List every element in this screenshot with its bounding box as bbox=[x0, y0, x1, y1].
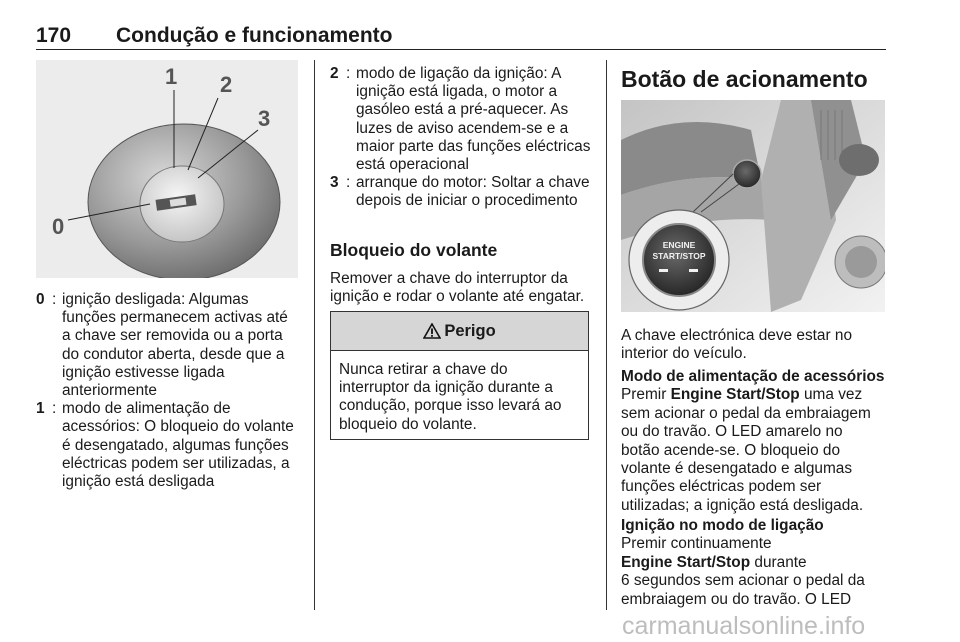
header-title: Condução e funcionamento bbox=[116, 24, 393, 47]
position-text: arranque do motor: Soltar a chave depois de iniciar o procedimento bbox=[356, 174, 590, 210]
position-key: 1 bbox=[36, 400, 45, 418]
engine-button-label-line1: ENGINE bbox=[662, 240, 696, 250]
accessory-mode-text: Premir Engine Start/Stop uma vez sem acionar o pedal da embraiagem ou do travão. O LED amarelo no botão acende-se. O bloqueio do volante é desengatado e algumas funções eléctricas podem ser utilizadas; a ignição está desligada. bbox=[621, 386, 871, 514]
engine-button-label-line2: START/STOP bbox=[652, 251, 706, 261]
position-key: 0 bbox=[36, 291, 45, 308]
ignition-positions-list-b bbox=[330, 65, 592, 211]
list-item: 0 : ignição desligada: Algumas funções permanecem activas até a chave ser removida ou a porta do condutor aberta, desde que a ignição estivesse ligada anteriormente bbox=[36, 291, 300, 400]
start-button-illustration bbox=[621, 100, 885, 312]
ignition-switch-figure bbox=[36, 60, 298, 278]
column-divider-left bbox=[314, 60, 315, 610]
danger-box bbox=[330, 311, 589, 440]
page-header bbox=[36, 10, 886, 50]
danger-text: Nunca retirar a chave do interruptor da ignição durante a condução, porque isso levará ao bloqueio do volante. bbox=[339, 361, 562, 433]
column-divider-right bbox=[606, 60, 607, 610]
accessory-mode-section bbox=[621, 368, 885, 515]
figure-label-0: 0 bbox=[52, 214, 65, 239]
position-key: 3 bbox=[330, 174, 339, 192]
list-item: 1 : modo de alimentação de acessórios: O bloqueio do volante é desengatado, algumas funções eléctricas podem ser utilizadas, a ignição está desligada bbox=[36, 400, 300, 491]
ignition-switch-illustration bbox=[36, 60, 298, 278]
figure-label-3: 3 bbox=[258, 106, 271, 131]
position-text: modo de ligação da ignição: A ignição está ligada, o motor a gasóleo está a pré-aquecer. As luzes de aviso acendem-se e a maior parte das funções eléctricas está operacional bbox=[356, 65, 591, 174]
header-rule bbox=[36, 49, 886, 50]
steering-lock-text: Remover a chave do interruptor da ignição e rodar o volante até engatar. bbox=[330, 270, 585, 306]
start-button-figure bbox=[621, 100, 885, 312]
ignition-mode-line2: Engine Start/Stop durante bbox=[621, 553, 807, 571]
steering-lock-heading: Bloqueio do volante bbox=[330, 240, 498, 260]
start-button-heading: Botão de acionamento bbox=[621, 66, 868, 92]
position-text: modo de alimentação de acessórios: O bloqueio do volante é desengatado, algumas funções eléctricas podem ser utilizadas, a ignição está desligada bbox=[62, 400, 294, 491]
watermark: carmanualsonline.info bbox=[622, 612, 866, 640]
figure-label-2: 2 bbox=[220, 72, 233, 97]
danger-header bbox=[331, 312, 588, 351]
position-key: 2 bbox=[330, 65, 339, 82]
accessory-mode-heading: Modo de alimentação de acessórios bbox=[621, 368, 885, 385]
start-button-intro: A chave electrónica deve estar no interior do veículo. bbox=[621, 327, 853, 363]
ignition-mode-section bbox=[621, 517, 885, 609]
ignition-mode-text: 6 segundos sem acionar o pedal da embraiagem ou do travão. O LED bbox=[621, 572, 865, 608]
danger-title: Perigo bbox=[444, 321, 496, 340]
ignition-mode-line1: Premir continuamente bbox=[621, 535, 772, 553]
engine-start-stop-term: Engine Start/Stop bbox=[670, 386, 800, 404]
position-text: ignição desligada: Algumas funções permanecem activas até a chave ser removida ou a porta do condutor aberta, desde que a ignição estivesse ligada anteriormente bbox=[62, 291, 288, 400]
ignition-positions-list-a bbox=[36, 291, 300, 491]
page-number: 170 bbox=[36, 24, 72, 47]
warning-triangle-icon bbox=[423, 323, 441, 339]
ignition-mode-heading: Ignição no modo de ligação bbox=[621, 517, 824, 534]
engine-start-stop-term: Engine Start/Stop bbox=[621, 553, 751, 571]
figure-label-1: 1 bbox=[165, 64, 178, 89]
list-item: 2 : modo de ligação da ignição: A ignição está ligada, o motor a gasóleo está a pré-aquecer. As luzes de aviso acendem-se e a maior parte das funções eléctricas está operacional bbox=[330, 65, 591, 174]
list-item: 3 : arranque do motor: Soltar a chave depois de iniciar o procedimento bbox=[330, 174, 592, 210]
